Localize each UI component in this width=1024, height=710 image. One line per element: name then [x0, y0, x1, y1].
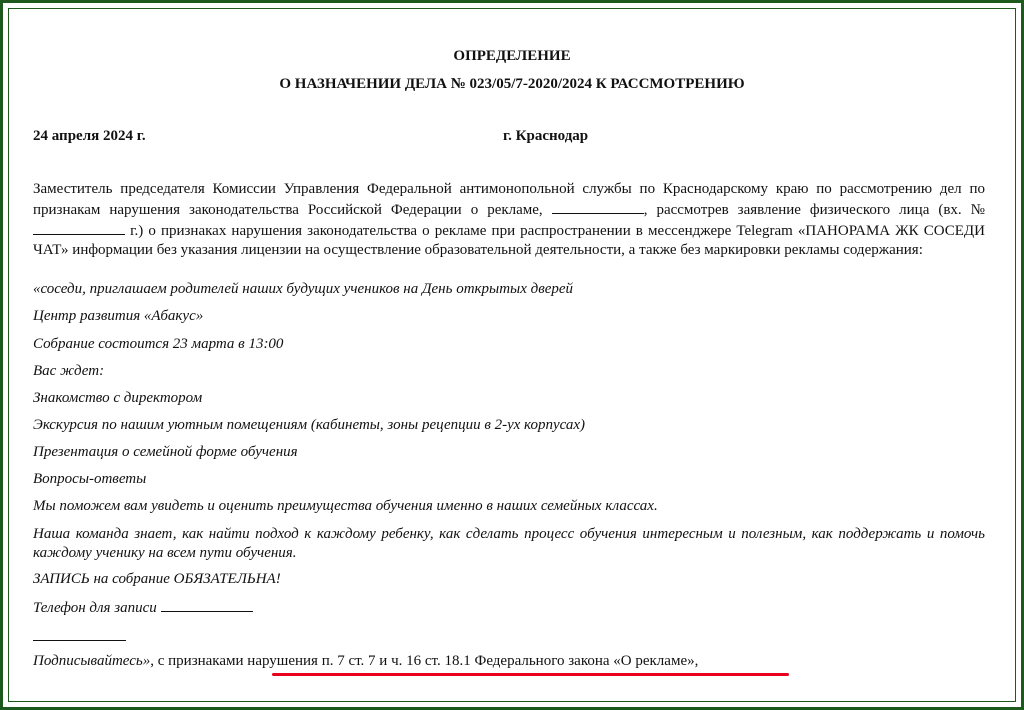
quote-line: ЗАПИСЬ на собрание ОБЯЗАТЕЛЬНА!: [33, 571, 281, 587]
final-line: [33, 652, 698, 671]
final-text: , с признаками: [150, 653, 248, 669]
phone-label: Телефон для записи: [33, 600, 161, 616]
highlighted-violation: нарушения п. 7 ст. 7 и ч. 16 ст. 18.1 Федерального закона «О рекламе»,: [247, 653, 699, 669]
blank-field: [161, 597, 253, 612]
phone-line: [33, 597, 253, 618]
quote-line: «соседи, приглашаем родителей наших будущих учеников на День открытых дверей: [33, 281, 574, 297]
red-underline: [272, 673, 789, 676]
document-date: 24 апреля 2024 г.: [33, 128, 146, 144]
quote-line: Наша команда знает, как найти подход к каждому ребенку, как сделать процесс обучения интересным и полезным, как поддержать и помочь каждому ученику на всем пути обучения.: [33, 526, 985, 561]
blank-field: [552, 199, 644, 214]
quote-line: Собрание состоится 23 марта в 13:00: [33, 336, 284, 352]
quote-end: Подписывайтесь»: [33, 653, 151, 669]
separator-line: [33, 640, 126, 641]
intro-paragraph: [33, 180, 985, 260]
quote-line: Вас ждет:: [33, 363, 105, 379]
document-subtitle: О НАЗНАЧЕНИИ ДЕЛА № 023/05/7-2020/2024 К РАССМОТРЕНИЮ: [279, 76, 745, 92]
blank-field: [33, 220, 125, 235]
document-title: ОПРЕДЕЛЕНИЕ: [453, 48, 571, 64]
quote-line: Презентация о семейной форме обучения: [33, 444, 298, 460]
quote-line: Экскурсия по нашим уютным помещениям (кабинеты, зоны рецепции в 2-ух корпусах): [33, 417, 586, 433]
paragraph-text: г.) о признаках нарушения законодательства о рекламе при распространении в мессенджере Telegram «ПАНОРАМА ЖК СОСЕДИ ЧАТ» информации без указания лицензии на осуществление образовательной деятельности, а также без маркировки рекламы содержания:: [33, 223, 985, 258]
quote-line: Вопросы-ответы: [33, 471, 147, 487]
paragraph-text: , рассмотрев заявление физического лица (вх. №: [643, 202, 985, 218]
quote-line: Центр развития «Абакус»: [33, 308, 204, 324]
document-city: г. Краснодар: [503, 128, 589, 144]
paragraph-text: Заместитель председателя Комиссии Управления Федеральной антимонопольной службы по Краснодарскому краю по рассмотрению дел по признакам нарушения законодательства Российской Федерации о рекламе,: [33, 181, 985, 218]
quote-line: Знакомство с директором: [33, 390, 203, 406]
quote-line: Мы поможем вам увидеть и оценить преимущества обучения именно в наших семейных классах.: [33, 498, 658, 514]
